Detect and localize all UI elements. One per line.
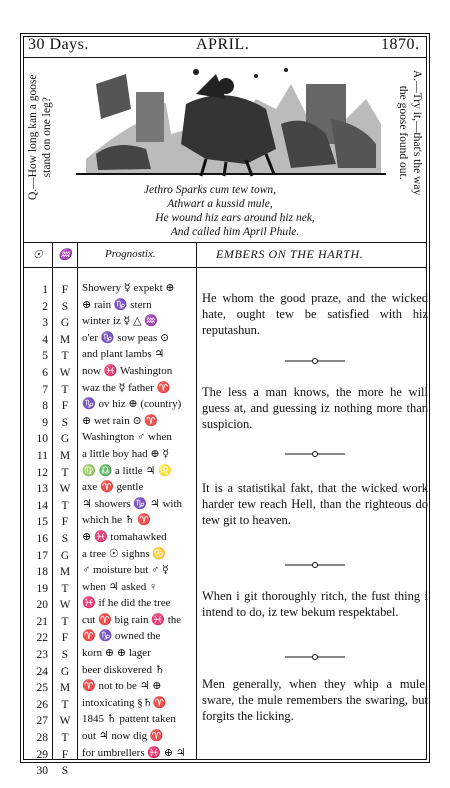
weekday-letter: W — [59, 599, 71, 612]
paragraph: The less a man knows, the more he will guess at, and guessing iz nothing more than suspicion. — [202, 385, 428, 431]
weekday-column — [57, 282, 73, 780]
year: 1870. — [381, 36, 420, 53]
prognostix-line: ♈ ♑ owned the — [82, 630, 161, 643]
prognostix-line: ⊕ ♓ tomahawked — [82, 530, 167, 543]
prognostix-line: axe ♈ gentle — [82, 481, 144, 494]
column-divider — [52, 242, 53, 760]
day-number: 28 — [36, 732, 48, 745]
prognostix-line: Showery ☿ expekt ⊕ — [82, 282, 175, 294]
weekday-letter: T — [61, 698, 69, 711]
day-number: 7 — [42, 383, 48, 396]
separator-ornament — [285, 449, 345, 459]
side-question-line: stand on one leg? — [41, 97, 53, 178]
day-number: 26 — [36, 698, 48, 711]
prognostix-line: out ♃ now dig ♈ — [82, 730, 164, 743]
table-header-rule — [23, 267, 427, 268]
side-question-line: Q.—How long kan a goose — [27, 74, 39, 200]
weekday-letter: S — [61, 416, 69, 429]
prognostix-line: and plant lambs ♃ — [82, 348, 165, 361]
weekday-letter: G — [60, 433, 70, 446]
day-number: 25 — [36, 682, 48, 695]
side-question — [26, 74, 54, 200]
weekday-letter: W — [59, 483, 71, 496]
weekday-letter: G — [60, 665, 70, 678]
weekday-letter: M — [59, 566, 71, 579]
prognostix-line: cut ♈ big rain ♓ the — [82, 613, 182, 626]
prognostix-line: ♑ ov hiz ⊕ (country) — [82, 398, 182, 411]
day-number: 19 — [36, 582, 48, 595]
prognostix-line: ♍ ♎ a little ♃ ♌ — [82, 464, 172, 477]
day-number: 11 — [36, 449, 48, 462]
prognostix-line: now ♓ Washington — [82, 364, 173, 377]
prognostix-line: Washington ♂ when — [82, 431, 172, 444]
day-number: 5 — [42, 350, 48, 363]
day-number: 20 — [36, 599, 48, 612]
day-number: 8 — [42, 400, 48, 413]
weekday-letter: T — [61, 383, 69, 396]
weekday-letter: M — [59, 333, 71, 346]
weekday-letter: F — [61, 632, 69, 645]
day-number: 13 — [36, 483, 48, 496]
day-number: 21 — [36, 615, 48, 628]
prognostix-header: Prognostix. — [105, 248, 156, 260]
weekday-letter: S — [61, 532, 69, 545]
weekday-letter: T — [61, 466, 69, 479]
side-answer-line: A.—Try it,—that's the way — [411, 70, 423, 196]
weekday-letter: F — [61, 748, 69, 761]
day-number: 27 — [36, 715, 48, 728]
month-title: APRIL. — [196, 36, 250, 53]
prognostix-line: for umbrellers ♓ ⊕ ♃ — [82, 746, 186, 759]
side-answer-line: the goose found out. — [397, 85, 409, 180]
weekday-letter: S — [61, 300, 69, 313]
weekday-letter: S — [61, 649, 69, 662]
prognostix-line: a little boy had ⊕ ☿ — [82, 447, 170, 460]
paragraph: He whom the good praze, and the wicked hate, ought tew be satisfied with hiz reputashun. — [202, 291, 428, 337]
caption-line: He wound hiz ears around hiz nek, — [155, 212, 315, 224]
day-number: 18 — [36, 566, 48, 579]
caption-line: And called him April Phule. — [170, 226, 300, 238]
column-divider — [196, 242, 197, 760]
day-number: 12 — [36, 466, 48, 479]
prognostix-line: ♂ moisture but ♂ ☿ — [82, 564, 169, 577]
weekday-letter: W — [59, 715, 71, 728]
sun-symbol-header: ☉ — [33, 249, 43, 261]
day-number-column — [26, 282, 48, 780]
weekday-letter: T — [61, 615, 69, 628]
column-divider — [77, 242, 78, 760]
prognostix-line: intoxicating §♄♈ — [82, 696, 167, 709]
paragraph: When i git thoroughly ritch, the fust thing i intend to do, iz tew bekum respektabel. — [202, 589, 428, 619]
prognostix-line: when ♃ asked ♀ — [82, 580, 158, 593]
prognostix-line: ♃ showers ♑ ♃ with — [82, 497, 183, 510]
weekday-letter: T — [61, 582, 69, 595]
header-rule — [23, 57, 427, 58]
column-title: EMBERS ON THE HARTH. — [216, 247, 364, 261]
day-number: 3 — [42, 317, 48, 330]
weekday-letter: M — [59, 682, 71, 695]
caption-line: Jethro Sparks cum tew town, — [143, 184, 277, 196]
weekday-letter: T — [61, 732, 69, 745]
table-top-rule — [23, 242, 427, 243]
prognostix-line: a tree ☉ sighns ♋ — [82, 547, 167, 560]
weekday-letter: W — [59, 366, 71, 379]
prognostix-line: beer diskovered ♄ — [82, 663, 165, 676]
prognostix-line: waz the ☿ father ♈ — [82, 381, 171, 394]
weekday-letter: M — [59, 449, 71, 462]
day-number: 22 — [36, 632, 48, 645]
day-number: 29 — [36, 748, 48, 761]
prognostix-line: 1845 ♄ pattent taken — [82, 713, 176, 726]
day-number: 4 — [42, 333, 48, 346]
prognostix-line: winter iz ☿ △ ♒ — [82, 315, 158, 328]
prognostix-line: o'er ♑ sow peas ⊙ — [82, 331, 170, 344]
weekday-letter: T — [61, 499, 69, 512]
weekday-letter: T — [61, 350, 69, 363]
prognostix-line: ⊕ rain ♑ stern — [82, 298, 152, 311]
day-number: 24 — [36, 665, 48, 678]
weekday-letter: F — [61, 284, 69, 296]
days-count: 30 Days. — [28, 36, 89, 53]
day-number: 16 — [36, 532, 48, 545]
weekday-letter: G — [60, 549, 70, 562]
prognostix-line: ♓ if he did the tree — [82, 597, 171, 610]
aquarius-symbol-header: ♒ — [58, 249, 72, 261]
day-number: 30 — [36, 765, 48, 778]
paragraph: It is a statistikal fakt, that the wicked work harder tew reach Hell, than the righteous do tew git to heaven. — [202, 481, 428, 527]
separator-ornament — [285, 560, 345, 570]
woodcut-illustration — [76, 64, 386, 180]
day-number: 17 — [36, 549, 48, 562]
weekday-letter: F — [61, 516, 69, 529]
separator-ornament — [285, 652, 345, 662]
day-number: 2 — [42, 300, 48, 313]
weekday-letter: F — [61, 400, 69, 413]
caption-line: Athwart a kussid mule, — [167, 198, 273, 210]
day-number: 10 — [36, 433, 48, 446]
prognostix-line: which he ♄ ♈ — [82, 514, 152, 527]
paragraph: Men generally, when they whip a mule, sware, the mule remembers the swaring, but forgits the licking. — [202, 677, 428, 723]
prognostix-line: korn ⊕ ⊕ lager — [82, 647, 151, 660]
day-number: 14 — [36, 499, 48, 512]
weekday-letter: G — [60, 317, 70, 330]
separator-ornament — [285, 356, 345, 366]
prognostix-column — [82, 280, 186, 761]
day-number: 15 — [36, 516, 48, 529]
day-number: 9 — [42, 416, 48, 429]
day-number: 6 — [42, 366, 48, 379]
prognostix-line: ⊕ wet rain ⊙ ♈ — [82, 414, 159, 427]
prognostix-line: ♈ not to be ♃ ⊕ — [82, 680, 162, 693]
side-answer — [396, 70, 424, 195]
weekday-letter: S — [61, 765, 69, 778]
day-number: 1 — [42, 284, 48, 296]
day-number: 23 — [36, 649, 48, 662]
